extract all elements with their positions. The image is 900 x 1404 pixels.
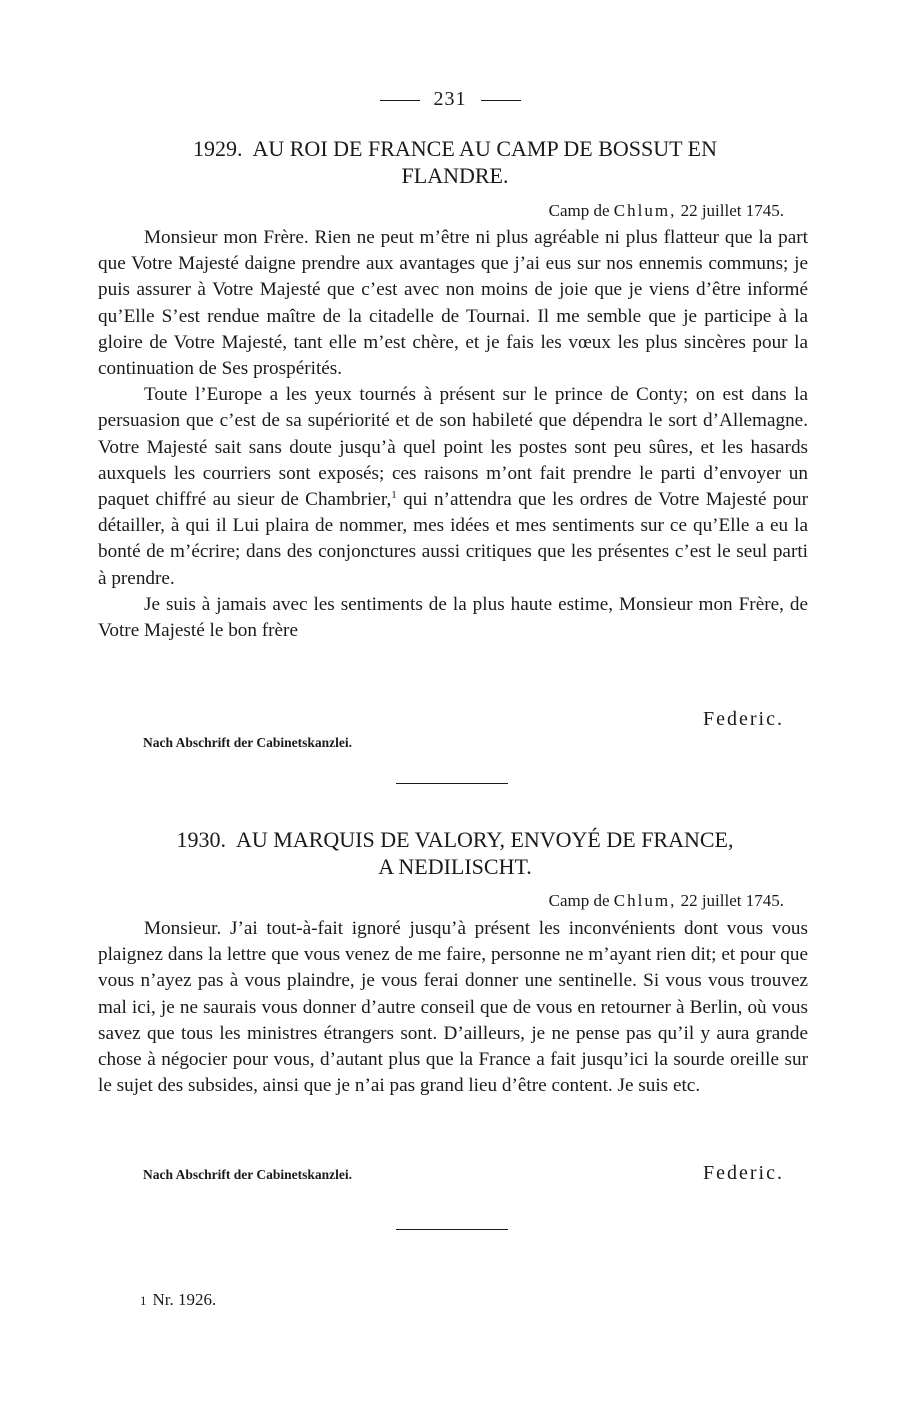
dateline-prefix: Camp de — [548, 891, 610, 910]
letter-body — [98, 225, 808, 644]
letter-number: 1929. — [192, 136, 243, 161]
paragraph-text: Toute l’Europe a les yeux tournés à présent sur le prince de Conty; on est dans la persuasion que c’est de sa supériorité et de son habileté que dépendra le sort d’Allemagne. Votre Majesté sait sans doute jusqu’à quel point les postes sont peu sûres, et les hasards auxquels les courriers sont exposés; ces raisons m’ont fait prendre le parti d’envoyer un paquet chiffré au sieur de Chambrier, — [98, 384, 808, 511]
letter-number: 1930. — [176, 827, 226, 852]
letter-body — [98, 916, 808, 1099]
paragraph: Monsieur mon Frère. Rien ne peut m’être ni plus agréable ni plus flatteur que la part que Votre Majesté daigne prendre aux avantages que j’ai eus sur nos ennemis communs; je puis assurer à Votre Majesté que c’est avec non moins de joie que je viens d’être informé qu’Elle S’est rendue maître de la citadelle de Tournai. Il me semble que je participe à la gloire de Votre Majesté, tant elle m’est chère, et je fais les vœux les plus sincères pour la continuation de Ses prospérités. — [98, 227, 808, 380]
footnote-mark: 1 — [140, 1293, 147, 1308]
paragraph-text-continued: qui n’attendra que les ordres de Votre Majesté pour détailler, à qui il Lui plaira de nommer, mes idées et mes sentiments sur ce qu’Elle a eu la bonté de m’écrire; dans des conjonctures aussi critiques que les présentes c’est le seul parti à prendre. — [98, 489, 808, 589]
dateline-prefix: Camp de — [548, 201, 610, 220]
paragraph-closing: Je suis à jamais avec les sentiments de la plus haute estime, Monsieur mon Frère, de Votre Majesté le bon frère — [98, 593, 808, 642]
dateline-date: 22 juillet 1745. — [680, 201, 784, 220]
separator-rule — [396, 783, 508, 784]
paragraph: Monsieur. J’ai tout-à-fait ignoré jusqu’à présent les inconvénients dont vous vous plaignez dans la lettre que vous venez de me faire, personne ne m’ayant rien dit; et pour que vous n’ayez pas à vous plaindre, je vous ferai donner une sentinelle. Si vous vous trouvez mal ici, je ne saurais vous donner d’autre conseil que de vous en retourner à Berlin, où vous savez que tous les ministres étrangers sont. D’ailleurs, je ne pense pas qu’il y aura grande chose à négocier pour vous, d’autant plus que la France a fait jusqu’ici la sourde oreille sur le sujet des subsides, ainsi que je n’ai pas grand lieu d’être content. Je suis etc. — [98, 918, 808, 1097]
letter-title-continued: A NEDILISCHT. — [378, 854, 532, 879]
dateline-place: Chlum, — [613, 201, 677, 220]
source-note: Nach Abschrift der Cabinetskanzlei. — [143, 1167, 353, 1182]
dateline-place: Chlum, — [613, 891, 677, 910]
page-number-dash-right — [481, 100, 521, 101]
letter-title: AU MARQUIS DE VALORY, ENVOYÉ DE FRANCE, — [236, 827, 734, 852]
source-note: Nach Abschrift der Cabinetskanzlei. — [143, 735, 353, 750]
letter-heading — [100, 135, 810, 189]
footnote — [140, 1290, 216, 1310]
letter-heading-line — [100, 826, 810, 853]
footnote-ref: 1 — [391, 489, 397, 502]
page-number — [0, 88, 900, 111]
letter-heading-line — [100, 135, 810, 162]
letter-title-continued: FLANDRE. — [401, 163, 509, 188]
letter-title: AU ROI DE FRANCE AU CAMP DE BOSSUT EN — [252, 136, 717, 161]
dateline — [549, 891, 784, 911]
dateline-date: 22 juillet 1745. — [680, 891, 784, 910]
paragraph-with-footnote — [98, 382, 808, 592]
footnote-text: Nr. 1926. — [152, 1290, 217, 1309]
letter-heading — [100, 826, 810, 880]
separator-rule — [396, 1229, 508, 1230]
signature: Federic. — [703, 708, 784, 730]
page-number-text: 231 — [433, 88, 467, 110]
page-number-dash-left — [380, 100, 420, 101]
signature: Federic. — [703, 1162, 784, 1184]
dateline — [549, 201, 784, 221]
